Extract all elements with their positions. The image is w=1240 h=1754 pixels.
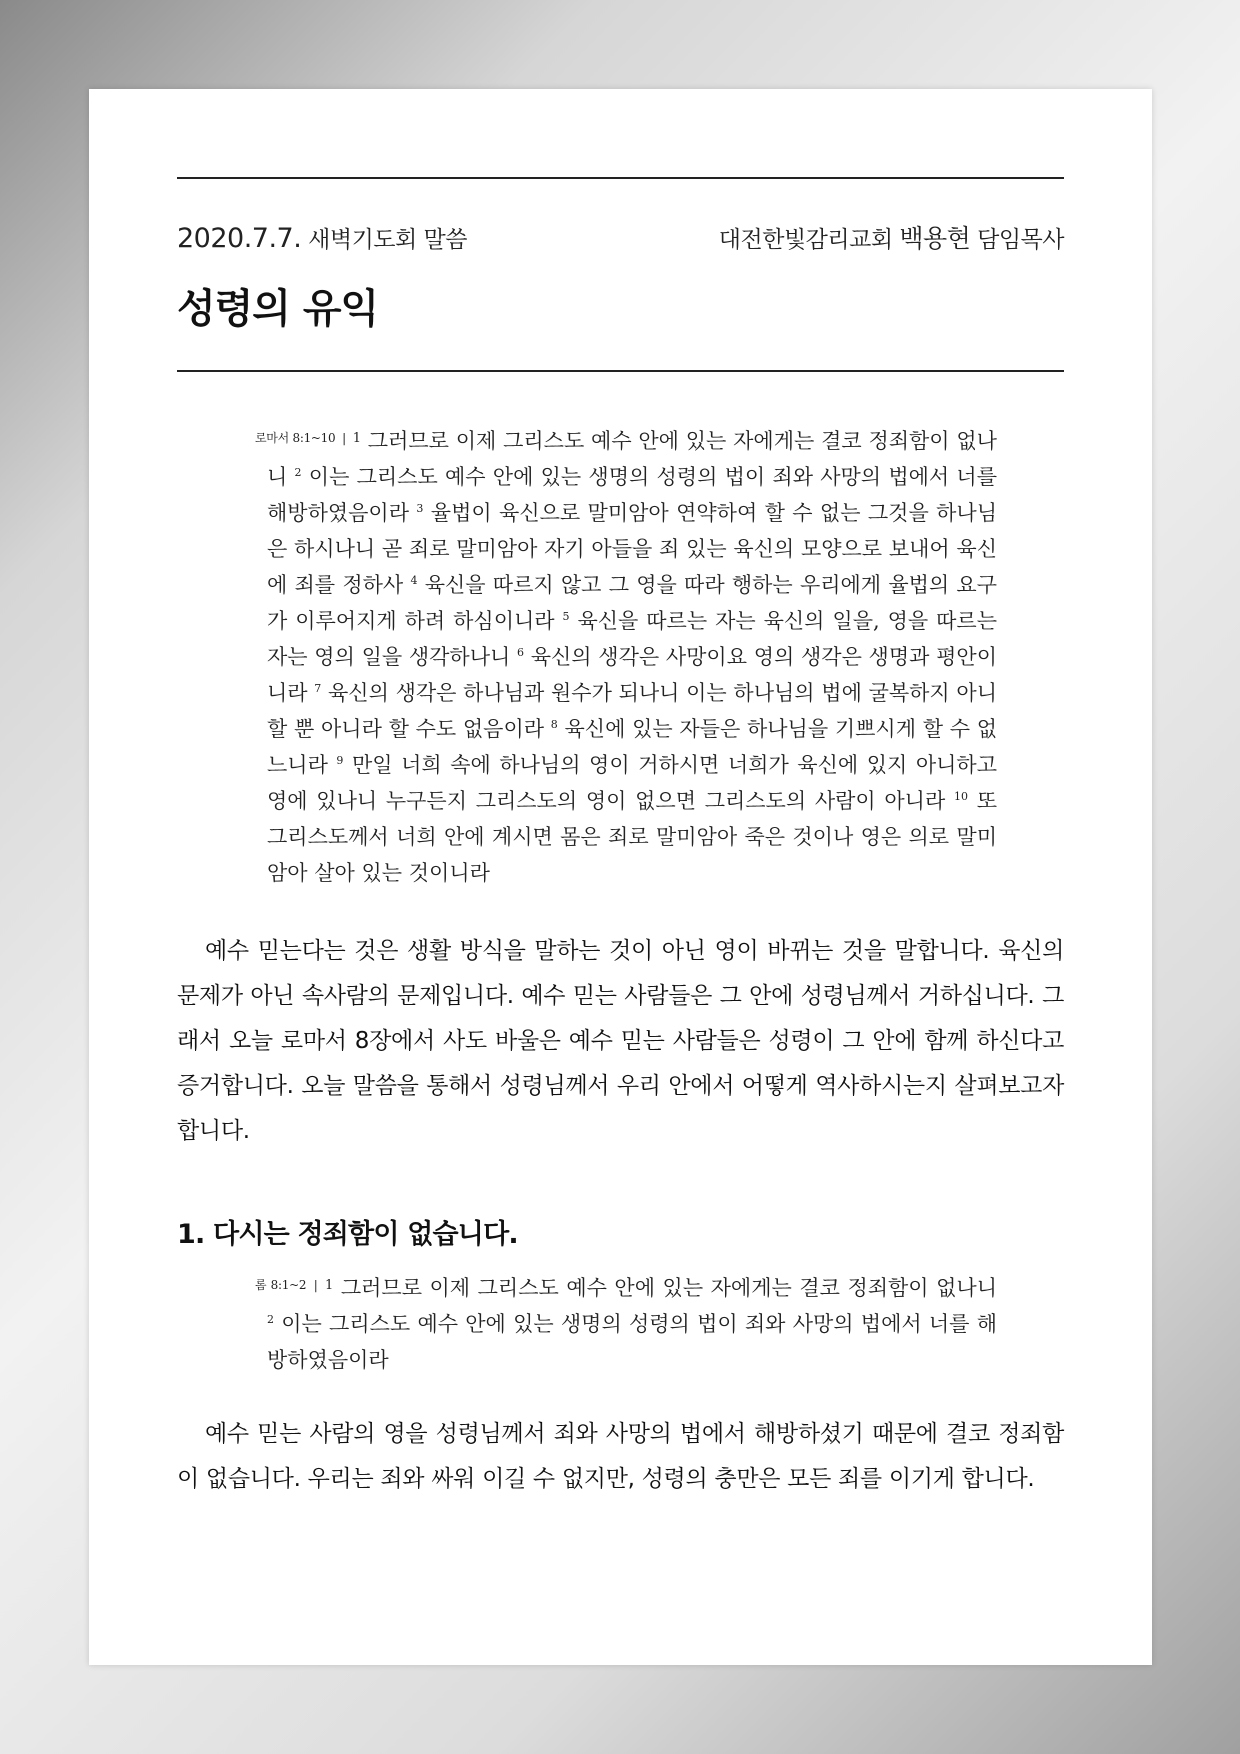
verse-text: 율법이 육신으로 말미암아 연약하여 할 수 없는 그것을 하나님은 하시나니 곧 죄로 말미암아 자기 아들을 죄 있는 육신의 모양으로 보내어 육신에 죄를 정하사 — [267, 501, 997, 597]
sermon-date: 2020.7.7. — [177, 223, 302, 254]
sermon-title: 성령의 유익 — [177, 286, 379, 332]
verse-text: 육신을 따르지 않고 그 영을 따라 행하는 우리에게 율법의 요구가 이루어지게 하려 하심이니라 — [267, 573, 997, 633]
document-page — [89, 89, 1152, 1665]
verse-text: 이는 그리스도 예수 안에 있는 생명의 성령의 법이 죄와 사망의 법에서 너를 해방하였음이라 — [267, 1312, 997, 1372]
verse-number: 5 — [562, 610, 570, 623]
verse-text: 육신에 있는 자들은 하나님을 기쁘시게 할 수 없느니라 — [267, 717, 997, 777]
verse-text: 그러므로 이제 그리스도 예수 안에 있는 자에게는 결코 정죄함이 없나니 — [267, 429, 997, 489]
verse-text: 또 그리스도께서 너희 안에 계시면 몸은 죄로 말미암아 죽은 것이나 영은 의로 말미암아 살아 있는 것이니라 — [267, 789, 997, 885]
verse-number: 6 — [517, 646, 524, 659]
verse-number: 1 — [325, 1278, 334, 1293]
church-name: 대전한빛감리교회 — [718, 227, 893, 253]
preacher-line — [719, 219, 1064, 255]
verse-number: 3 — [416, 502, 424, 515]
scripture-passage-romans-8 — [255, 420, 997, 891]
scripture-passage-romans-8-1-2 — [255, 1267, 997, 1378]
section-heading: 1. 다시는 정죄함이 없습니다. — [177, 1219, 518, 1250]
verse-text: 만일 너희 속에 하나님의 영이 거하시면 너희가 육신에 있지 아니하고 영에 있나니 누구든지 그리스도의 영이 없으면 그리스도의 사람이 아니라 — [267, 753, 997, 813]
verse-number: 2 — [294, 466, 302, 479]
intro-paragraph: 예수 믿는다는 것은 생활 방식을 말하는 것이 아닌 영이 바뀌는 것을 말합니다. 육신의 문제가 아닌 속사람의 문제입니다. 예수 믿는 사람들은 그 안에 성령님께서 거하십니다. 그래서 오늘 로마서 8장에서 사도 바울은 예수 믿는 사람들은 성령이 그 안에 함께 하신다고 증거합니다. 오늘 말씀을 통해서 성령님께서 우리 안에서 어떻게 역사하시는지 살펴보고자 합니다. — [177, 938, 1064, 1144]
sermon-date-line — [177, 221, 467, 254]
sermon-meta — [177, 219, 1064, 255]
verse-number: 9 — [336, 754, 344, 767]
verse-text: 이는 그리스도 예수 안에 있는 생명의 성령의 법이 죄와 사망의 법에서 너를 해방하였음이라 — [267, 465, 997, 525]
verse-number: 8 — [550, 718, 558, 731]
title-rule — [177, 370, 1064, 372]
verse-number: 2 — [267, 1313, 274, 1326]
verse-text: 그러므로 이제 그리스도 예수 안에 있는 자에게는 결코 정죄함이 없나니 — [340, 1276, 997, 1300]
verse-number: 7 — [314, 682, 322, 695]
service-name: 새벽기도회 말씀 — [308, 227, 467, 253]
top-rule — [177, 177, 1064, 179]
reference-separator: | — [342, 431, 346, 445]
verse-number: 1 — [352, 431, 361, 446]
scripture-reference: 롬 8:1~2 — [255, 1278, 307, 1292]
section-paragraph: 예수 믿는 사람의 영을 성령님께서 죄와 사망의 법에서 해방하셨기 때문에 결코 정죄함이 없습니다. 우리는 죄와 싸워 이길 수 없지만, 성령의 충만은 모든 죄를 이기게 합니다. — [177, 1421, 1064, 1492]
pastor-title: 담임목사 — [977, 227, 1064, 253]
pastor-name: 백용현 — [899, 224, 971, 253]
reference-separator: | — [313, 1278, 318, 1292]
verse-number: 4 — [410, 574, 418, 587]
scripture-reference: 로마서 8:1~10 — [255, 431, 336, 445]
verse-text: 육신의 생각은 사망이요 영의 생각은 생명과 평안이니라 — [267, 645, 997, 705]
verse-number: 10 — [953, 790, 968, 803]
verse-text: 육신을 따르는 자는 육신의 일을, 영을 따르는 자는 영의 일을 생각하나니 — [267, 609, 997, 669]
verse-text: 육신의 생각은 하나님과 원수가 되나니 이는 하나님의 법에 굴복하지 아니할 뿐 아니라 할 수도 없음이라 — [267, 681, 997, 741]
page-content — [177, 177, 1064, 1525]
